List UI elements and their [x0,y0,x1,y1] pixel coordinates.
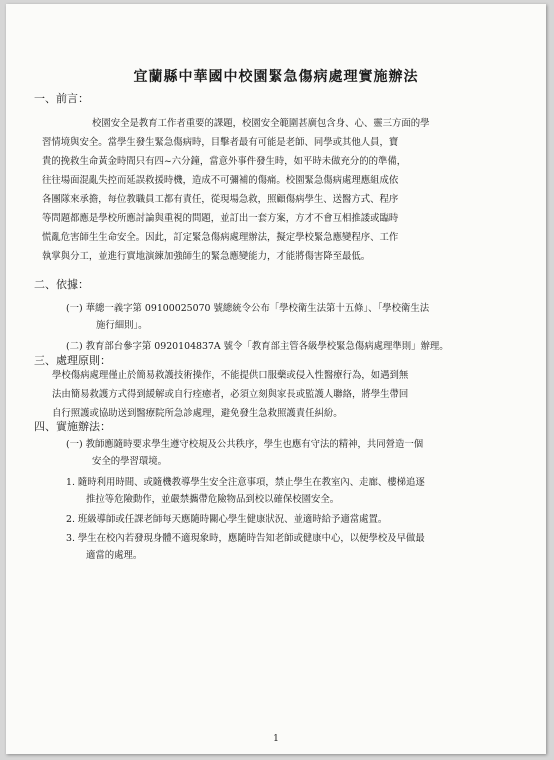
principles-line: 自行照護或協助送到醫療院所急診處理，避免發生急救照護責任糾紛。 [52,408,343,419]
preface-line: 各團隊來承擔，每位教職員工都有責任，從現場急救，照顧傷病學生、送醫方式、程序 [42,194,399,205]
preface-line: 等問題都應是學校所應討論與重視的問題，並訂出一套方案，方才不會互相推諉或臨時 [42,213,399,224]
preface-line: 習情境與安全。當學生發生緊急傷病時，目擊者最有可能是老師、同學或其他人員，寶 [42,137,399,148]
basis-item-2 [66,338,449,355]
preface-line: 慌亂危害師生生命安全。因此，訂定緊急傷病處理辦法，擬定學校緊急應變程序、工作 [42,232,399,243]
implementation-item-1 [66,474,425,508]
implementation-item-1-line: 1. 隨時利用時間、或隨機教導學生安全注意事項，禁止學生在教室內、走廊、樓梯追逐 [66,477,425,488]
basis-item-1-line: 施行細則」。 [96,320,148,331]
document-title: 宜蘭縣中華國中校園緊急傷病處理實施辦法 [133,69,419,85]
section-heading-preface: 一、前言： [34,92,89,105]
preface-line: 執掌與分工，並進行實地演練加強師生的緊急應變能力，才能將傷害降至最低。 [42,251,371,262]
principles-line: 法由簡易救護方式得到緩解或自行痊癒者，必須立刻與家長或監護人聯絡，將學生帶回 [52,389,409,400]
section-heading-implementation: 四、實施辦法： [34,420,111,433]
preface-paragraph [42,114,512,266]
implementation-item-2-line: 2. 班級導師或任課老師每天應隨時關心學生健康狀況、並適時給予適當處置。 [66,514,388,525]
implementation-item-3-line: 適當的處理。 [86,550,143,561]
implementation-item-3 [66,530,425,564]
preface-line: 貴的挽救生命黃金時間只有四~六分鐘，當意外事件發生時，如平時未做充分的的準備， [42,156,407,167]
implementation-item-3-line: 3. 學生在校內若發現身體不適現象時，應隨時告知老師或健康中心，以便學校及早做最 [66,533,425,544]
basis-item-1 [66,300,429,334]
basis-item-1-line: (一) 華總一義字第 09100025070 號總統令公布「學校衛生法第十五條」、「學校衛生法 [66,303,430,314]
implementation-sub-1 [66,436,423,470]
implementation-sub-1-line: (一) 教師應隨時要求學生遵守校規及公共秩序，學生也應有守法的精神，共同營造一個 [66,439,424,450]
preface-line: 校園安全是教育工作者重要的課題，校園安全範圍甚廣包含身、心、靈三方面的學 [92,118,430,129]
preface-line: 往往場面混亂失控而延誤救援時機，造成不可彌補的傷痛。校園緊急傷病處理應組成依 [42,175,399,186]
basis-item-2-line: (二) 教育部台參字第 0920104837A 號令「教育部主管各級學校緊急傷病處理準則」辦理。 [66,341,449,352]
implementation-item-2 [66,511,387,528]
principles-line: 學校傷病處理僅止於簡易救護技術操作，不能提供口服藥或侵入性醫療行為，如遇到無 [52,370,409,381]
section-heading-principles: 三、處理原則： [34,354,111,367]
principles-paragraph [52,366,512,423]
implementation-item-1-line: 推拉等危險動作，並嚴禁攜帶危險物品到校以確保校園安全。 [86,494,340,505]
page-number: 1 [273,734,279,744]
implementation-sub-1-line: 安全的學習環境。 [92,456,168,467]
section-heading-basis: 二、依據： [34,278,89,291]
document-page [6,4,546,754]
